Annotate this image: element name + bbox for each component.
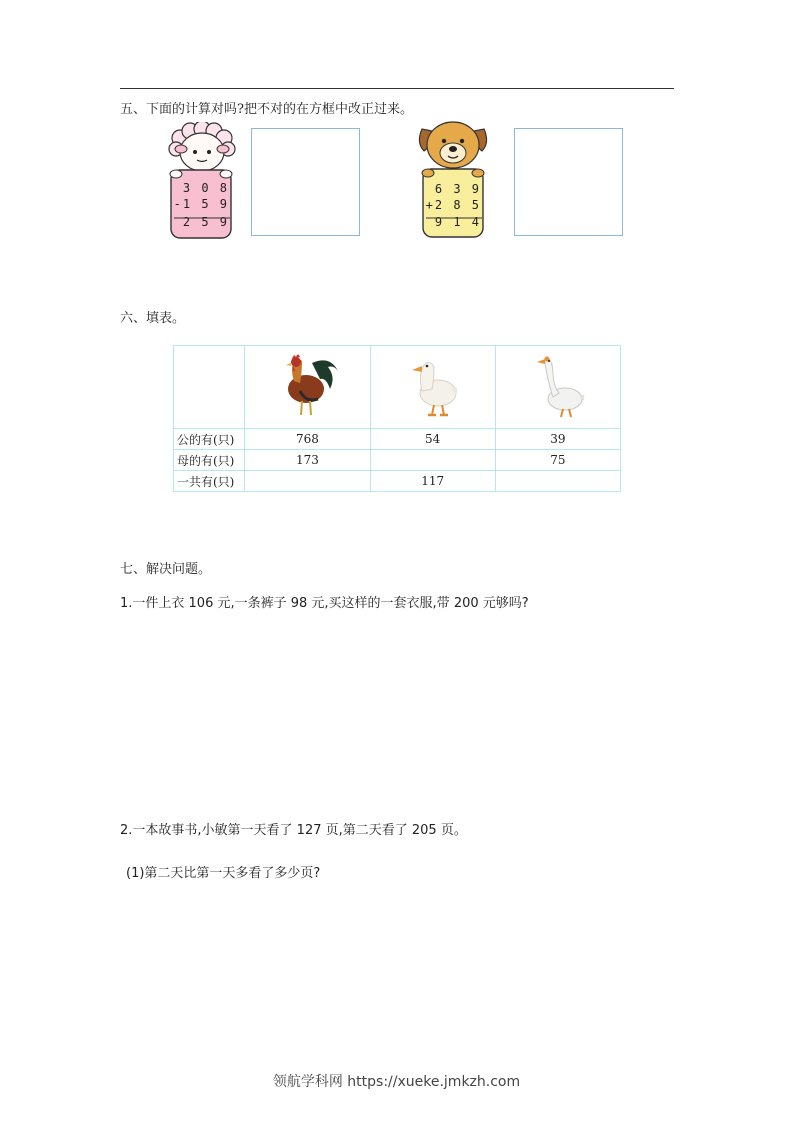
question-2: 2.一本故事书,小敏第一天看了 127 页,第二天看了 205 页。 — [120, 823, 467, 838]
calc-dog-row3: 9 1 4 — [434, 215, 481, 229]
table-corner-cell — [174, 346, 245, 429]
cell-rooster-male: 768 — [245, 429, 370, 450]
cell-goose-male: 39 — [495, 429, 620, 450]
duck-icon — [398, 351, 468, 421]
answer-box-1[interactable] — [251, 128, 360, 236]
goose-icon — [523, 351, 593, 421]
table-header-row — [174, 346, 621, 429]
table-row — [174, 450, 621, 471]
row-label-female: 母的有(只) — [174, 450, 245, 471]
section6-heading: 六、填表。 — [120, 311, 186, 326]
top-rule — [120, 88, 674, 89]
cell-goose-total[interactable] — [495, 471, 620, 492]
cell-goose-female: 75 — [495, 450, 620, 471]
calc-sheep-row1: 3 0 8 — [182, 181, 229, 195]
duck-cell — [370, 346, 495, 429]
calc-dog-row1: 6 3 9 — [434, 182, 481, 196]
cell-rooster-total[interactable] — [245, 471, 370, 492]
footer-watermark: 领航学科网 https://xueke.jmkzh.com — [272, 1074, 521, 1090]
section5-heading: 五、下面的计算对吗?把不对的在方框中改正过来。 — [120, 102, 413, 117]
fill-table — [173, 345, 621, 492]
calc-sheep — [171, 181, 229, 231]
rooster-icon — [272, 351, 342, 421]
cell-duck-female[interactable] — [370, 450, 495, 471]
calc-dog-row2: +2 8 5 — [425, 198, 481, 212]
answer-box-2[interactable] — [514, 128, 623, 236]
table-row — [174, 429, 621, 450]
question-2-1: (1)第二天比第一天多看了多少页? — [126, 866, 321, 881]
calc-sheep-row3: 2 5 9 — [182, 215, 229, 229]
goose-cell — [495, 346, 620, 429]
calc-sheep-row2: -1 5 9 — [173, 197, 229, 211]
rooster-cell — [245, 346, 370, 429]
question-1: 1.一件上衣 106 元,一条裤子 98 元,买这样的一套衣服,带 200 元够吗? — [120, 596, 529, 611]
cell-rooster-female: 173 — [245, 450, 370, 471]
row-label-male: 公的有(只) — [174, 429, 245, 450]
table-row — [174, 471, 621, 492]
cell-duck-total: 117 — [370, 471, 495, 492]
section7-heading: 七、解决问题。 — [120, 562, 212, 577]
cell-duck-male: 54 — [370, 429, 495, 450]
calc-dog — [423, 182, 481, 232]
row-label-total: 一共有(只) — [174, 471, 245, 492]
